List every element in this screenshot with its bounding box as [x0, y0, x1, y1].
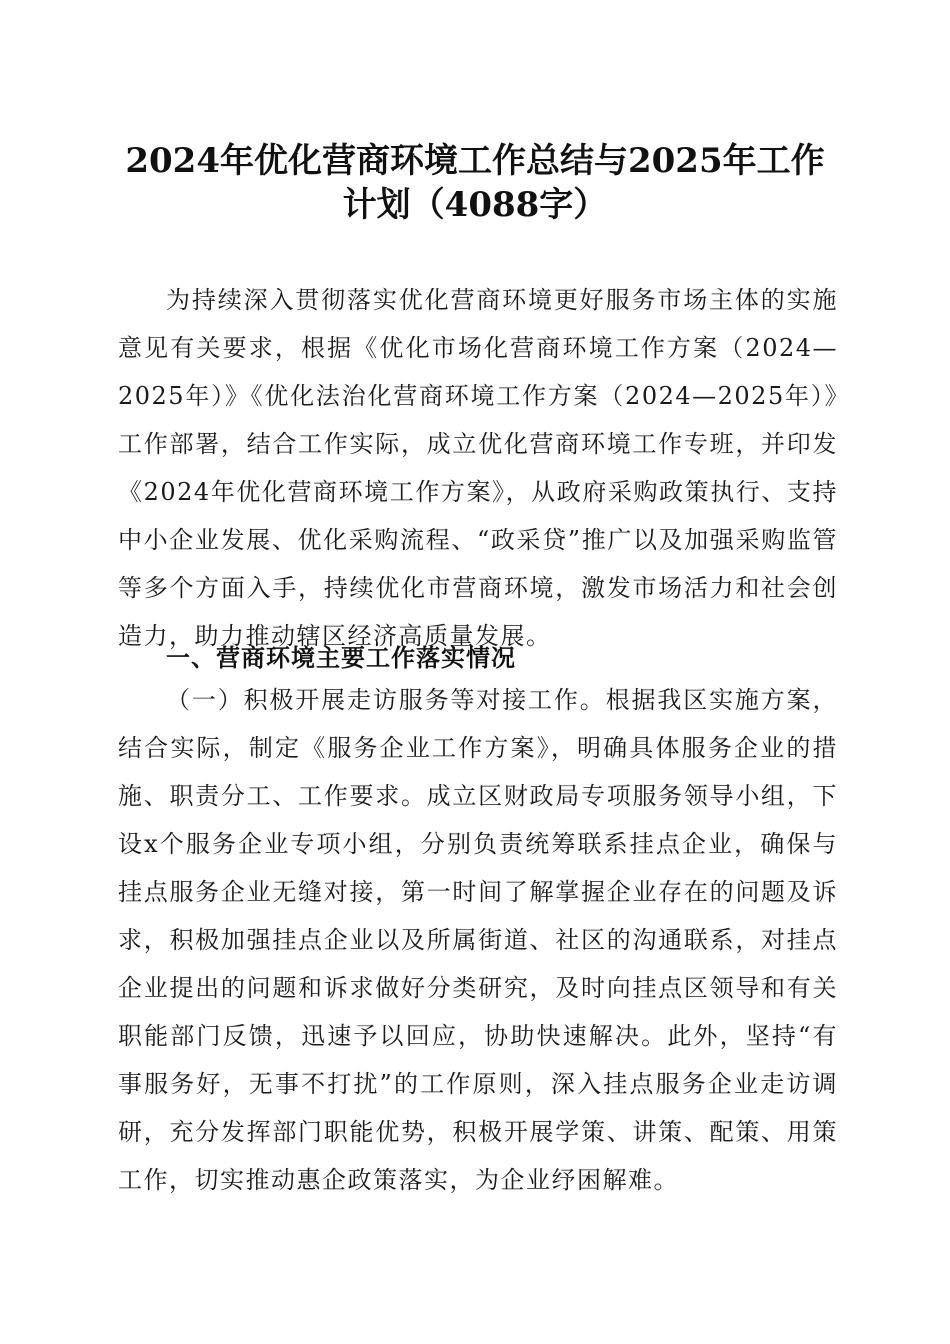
subsection-body-1: 根据我区实施方案，结合实际，制定《服务企业工作方案》，明确具体服务企业的措施、职责分工、工作要求。成立区财政局专项服务领导小组，下设x个服务企业专项小组，分别负责统筹联系挂点企业，确保与挂点服务企业无缝对接，第一时间了解掌握企业存在的问题及诉求，积极加强挂点企业以及所属街道、社区的沟通联系，对挂点企业提出的问题和诉求做好分类研究，及时向挂点区领导和有关职能部门反馈，迅速予以回应，协助快速解决。此外，坚持“有事服务好，无事不打扰”的工作原则，深入挂点服务企业走访调研，充分发挥部门职能优势，积极开展学策、讲策、配策、用策工作，切实推动惠企政策落实，为企业纾困解难。 [118, 686, 839, 1194]
document-title-line-2: 计划（4088字） [342, 185, 608, 225]
document-title-line-1: 2024年优化营商环境工作总结与2025年工作 [125, 141, 825, 181]
section-heading-1: 一、营商环境主要工作落实情况 [166, 644, 516, 672]
subsection-paragraph-1 [118, 676, 838, 1204]
intro-paragraph: 为持续深入贯彻落实优化营商环境更好服务市场主体的实施意见有关要求，根据《优化市场化营商环境工作方案（2024—2025年）》《优化法治化营商环境工作方案（2024—2025年）》工作部署，结合工作实际，成立优化营商环境工作专班，并印发《2024年优化营商环境工作方案》，从政府采购政策执行、支持中小企业发展、优化采购流程、“政采贷”推广以及加强采购监管等多个方面入手，持续优化市营商环境，激发市场活力和社会创造力，助力推动辖区经济高质量发展。 [118, 286, 838, 650]
subsection-lead-1: （一）积极开展走访服务等对接工作。 [166, 686, 606, 714]
